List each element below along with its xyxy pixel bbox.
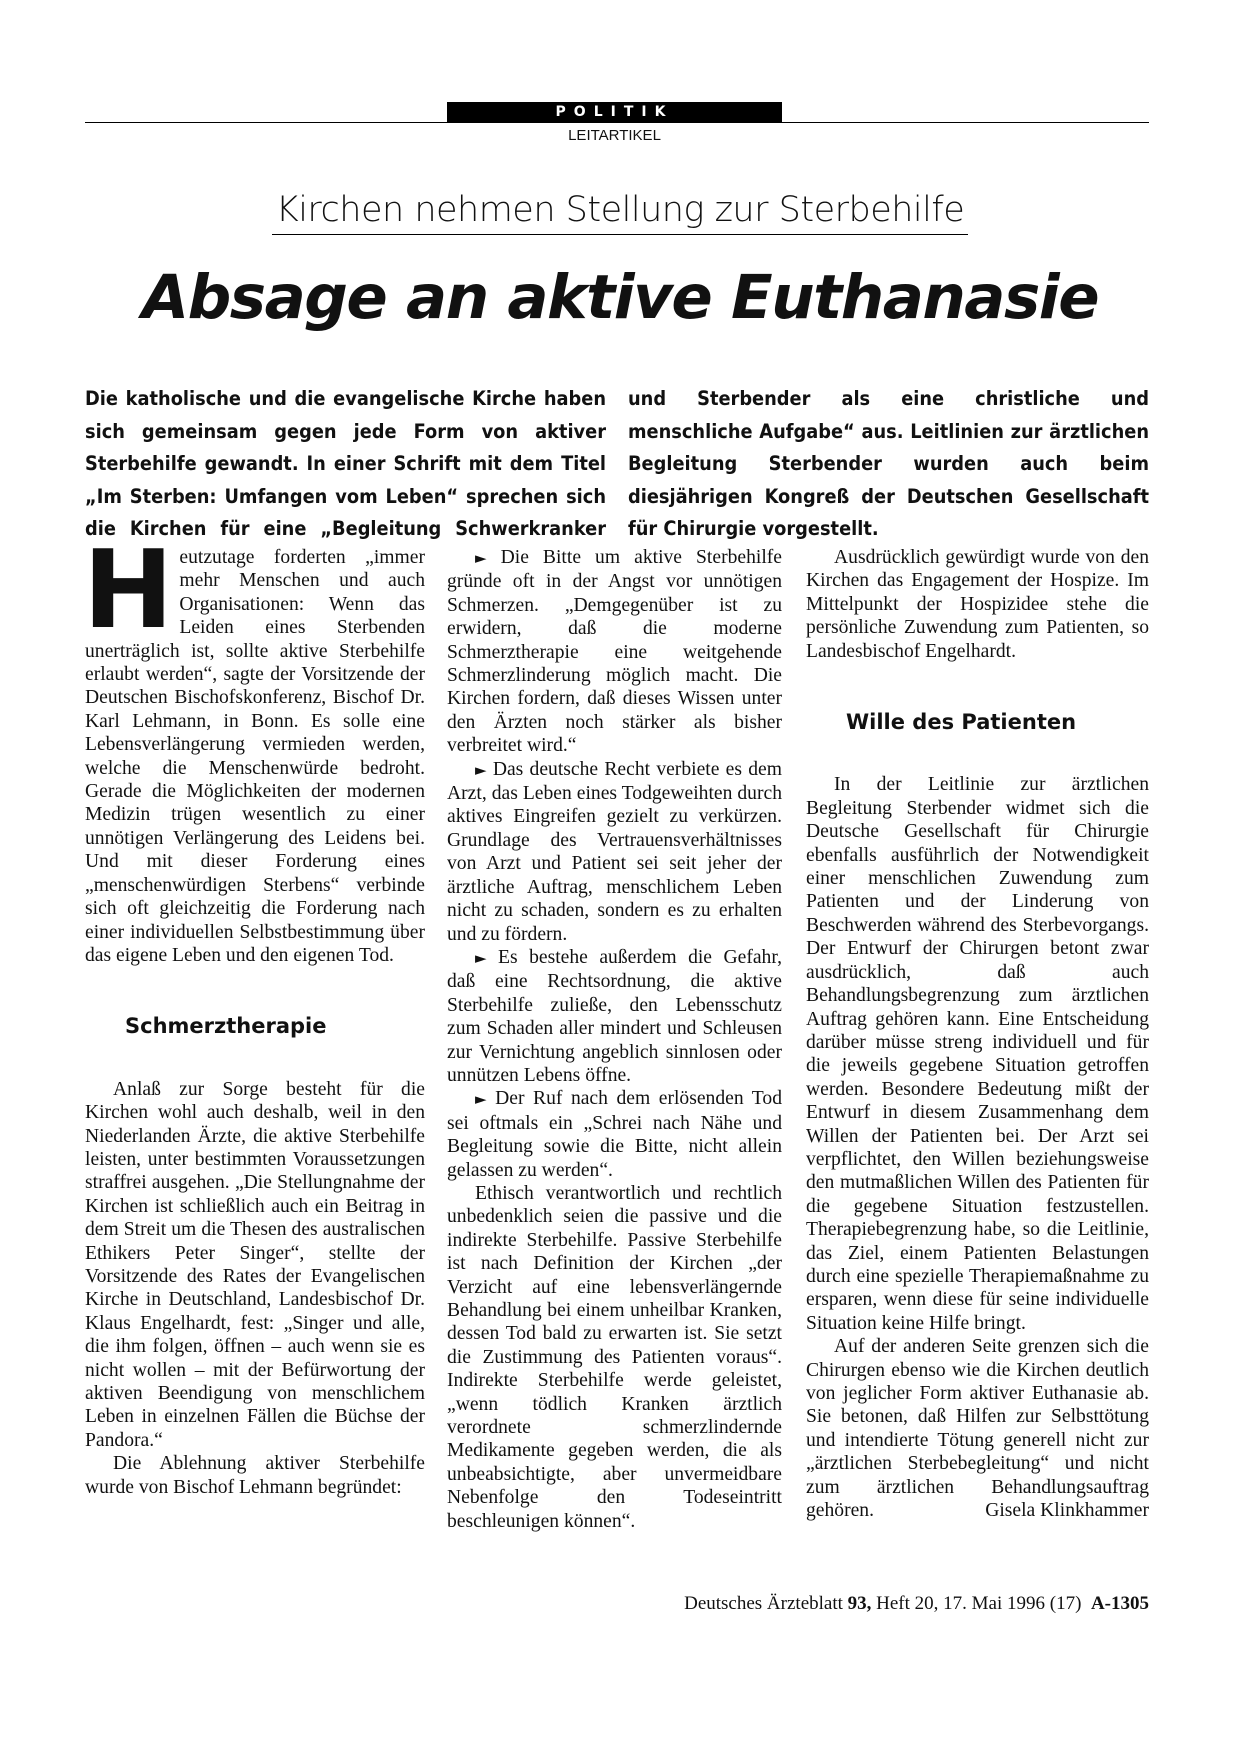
bullet-text: Die Bitte um aktive Sterbehilfe gründe oft in der Angst vor unnötigen Schmerzen. „Demgegenüber ist zu erwidern, daß die moderne Schmerztherapie eine weitgehende Schmerzlinderung möglich macht. Die Kirchen fordern, daß dieses Wissen unter den Ärzten noch stärker als bisher verbreitet wird.“ [447,547,782,757]
subheading-schmerztherapie: Schmerztherapie [125,1014,327,1039]
kicker [0,190,1240,235]
author-byline: Gisela Klinkhammer [985,1500,1149,1522]
paragraph: Ausdrücklich gewürdigt wurde von den Kirchen das Engagement der Hospize. Im Mittelpunkt der Hospizidee stehe die persönliche Zuwendung zum Patienten, so Landesbischof Engelhardt. [806,547,1149,662]
column-1 [83,528,425,1499]
paragraph-text: eutzutage forderten „immer mehr Menschen und auch Organisationen: Wenn das Leiden eines Sterbenden unerträglich ist, sollte aktive Sterbehilfe erlaubt werden“, sagte der Vorsitzende der Deutschen Bischofskonferenz, Bischof Dr. Karl Lehmann, in Bonn. Es solle eine Lebensverlängerung vermieden werden, welche die Menschenwürde bedroht. Gerade die Möglichkeiten der modernen Medizin trügen wesentlich zu einer unnötigen Verlängerung des Leidens bei. Und mit dieser Forderung eines „menschenwürdigen Sterbens“ verbinde sich oft gleichzeitig die Forderung nach einer individuellen Selbstbestimmung über das eigene Leben und den eigenen Tod. [85,547,425,966]
subsection-label: LEITARTIKEL [568,127,661,144]
paragraph [83,528,425,967]
journal-name: Deutsches Ärzteblatt [684,1593,843,1614]
bullet-text: Das deutsche Recht verbiete es dem Arzt, das Leben eines Todgeweihten durch aktives Eingreifen gezielt zu verkürzen. Grundlage des Vertrauensverhältnisses von Arzt und Patient sei seit jeher der ärztliche Auftrag, menschlichem Leben nicht zu schaden, sondern es zu erhalten und zu fördern. [447,758,782,945]
column-3 [806,546,1149,1522]
bullet-arrow-icon: ► [475,948,487,967]
kicker-text: Kirchen nehmen Stellung zur Sterbehilfe [272,190,968,235]
page-number: A-1305 [1090,1593,1149,1614]
paragraph: Ethisch verantwortlich und rechtlich unbedenklich seien die passive und die indirekte Sterbehilfe. Passive Sterbehilfe ist nach Definition der Kirchen „der Verzicht auf eine lebensverlängernde Behandlung bei einem unheilbar Kranken, dessen Tod bald zu erwarten ist. Sie setzt die Zustimmung des Patienten voraus“. Indirekte Sterbehilfe werde geleistet, „wenn tödlich Kranken ärztlich verordnete schmerzlindernde Medikamente gegeben werden, die als unbeabsichtigte, aber unvermeidbare Nebenfolge den Todeseintritt beschleunigen können“. [447,1182,782,1532]
page-footer [684,1593,1149,1615]
paragraph: Anlaß zur Sorge besteht für die Kirchen wohl auch deshalb, weil in den Niederlanden Ärzte, die aktive Sterbehilfe leisten, unter bestimmten Voraussetzungen straffrei ausgehen. „Die Stellungnahme der Kirchen ist schließlich auch ein Beitrag in dem Streit um die Thesen des australischen Ethikers Peter Singer“, stellte der Vorsitzende des Rates der Evangelischen Kirche in Deutschland, Landesbischof Dr. Klaus Engelhardt, fest: „Singer und alle, die ihm folgen, öffnen – auch wenn sie es nicht wollen – mit der Befürwortung der aktiven Beendigung von menschlichem Leben in einzelnen Fällen die Büchse der Pandora.“ [85,1078,425,1451]
bullet-paragraph [447,758,782,946]
bullet-paragraph [447,946,782,1087]
paragraph [806,1335,1149,1522]
journal-volume: 93, [847,1593,872,1614]
paragraph: In der Leitlinie zur ärztlichen Begleitung Sterbender widmet sich die Deutsche Gesellschaft für Chirurgie ebenfalls ausführlich der Notwendigkeit einer menschlichen Zuwendung zum Patienten und der Linderung von Beschwerden während des Sterbevorgangs. Der Entwurf der Chirurgen betont zwar ausdrücklich, daß auch Behandlungsbegrenzung zum ärztlichen Auftrag gehören kann. Eine Entscheidung darüber müsse streng individuell und für die jeweils gegebene Situation getroffen werden. Besondere Bedeutung mißt der Entwurf in diesem Zusammenhang dem Willen der Patienten bei. Der Arzt sei verpflichtet, den Willen beziehungsweise den mutmaßlichen Willen des Patienten für die gegebene Situation festzustellen. Therapiebegrenzung habe, so die Leitlinie, das Ziel, einem Patienten Belastungen durch eine spezielle Therapiemaßnahme zu ersparen, wenn diese für seine individuelle Situation keine Hilfe bringt. [806,774,1149,1334]
paragraph: Die Ablehnung aktiver Sterbehilfe wurde von Bischof Lehmann begründet: [85,1453,425,1498]
bullet-text: Es bestehe außerdem die Gefahr, daß eine Rechtsordnung, die aktive Sterbehilfe zuließe, den Lebensschutz zum Schaden aller mindert und Schleusen zur Vernichtung angeblich sinnlosen oder unnützen Lebens öffne. [447,946,782,1086]
bullet-arrow-icon: ► [475,549,487,567]
bullet-text: Der Ruf nach dem erlösenden Tod sei oftmals ein „Schrei nach Nähe und Begleitung sowie die Bitte, nicht allein gelassen zu werden“. [447,1088,782,1181]
bullet-arrow-icon: ► [475,760,487,779]
bullet-paragraph [447,546,782,758]
drop-cap: H [83,528,174,653]
bullet-paragraph [447,1087,782,1182]
lead-paragraph: Die katholische und die evangelische Kirche haben sich gemeinsam gegen jede Form von aktiver Sterbehilfe gewandt. In einer Schrift mit dem Titel „Im Sterben: Umfangen vom Leben“ sprechen sich die Kirchen für eine „Begleitung Schwerkranker und Sterbender als eine christliche und menschliche Aufgabe“ aus. Leitlinien zur ärztlichen Begleitung Sterbender wurden auch beim diesjährigen Kongreß der Deutschen Gesellschaft für Chirurgie vorgestellt. [85,387,1149,540]
section-label: POLITIK [447,102,782,123]
column-2 [447,546,782,1533]
headline: Absage an aktive Euthanasie [141,262,1099,333]
issue-info: Heft 20, 17. Mai 1996 (17) [876,1593,1082,1614]
subheading-wille-des-patienten: Wille des Patienten [846,710,1077,735]
bullet-arrow-icon: ► [475,1090,487,1109]
paragraph-text: Auf der anderen Seite grenzen sich die Chirurgen ebenso wie die Kirchen deutlich von jeglicher Form aktiver Euthanasie ab. Sie betonen, daß Hilfen zur Selbsttötung und intendierte Tötung generell nicht zur „ärztlichen Sterbebegleitung“ und nicht zum ärztlichen Behandlungsauftrag gehören. [806,1336,1149,1522]
